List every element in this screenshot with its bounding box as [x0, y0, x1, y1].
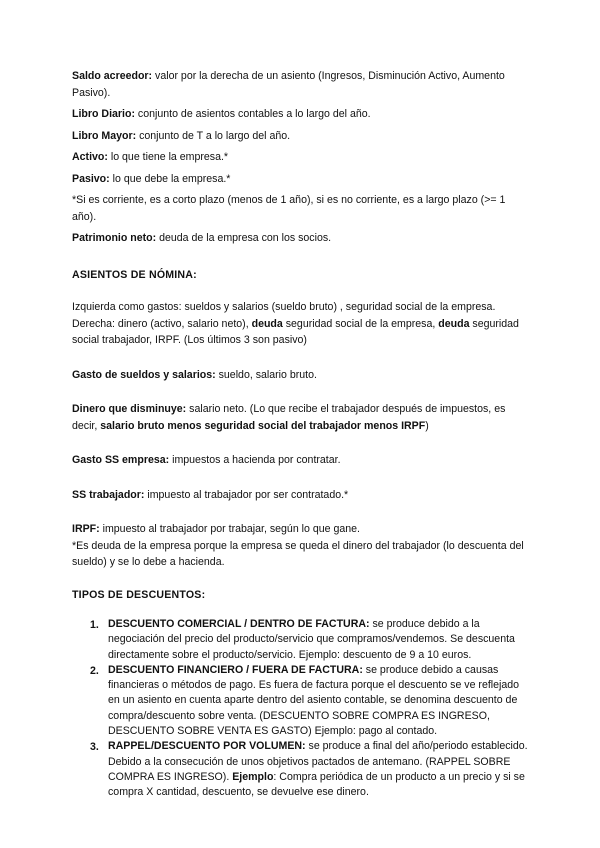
- heading-tipos-descuentos: TIPOS DE DESCUENTOS:: [72, 588, 206, 601]
- def-libro-diario: [72, 106, 530, 123]
- def-text: lo que debe la empresa.*: [109, 172, 231, 185]
- def-ss-trabajador: [72, 487, 530, 504]
- item-text: se produce debido a causas financieras o métodos de pago. Es fuera de factura porque el descuento se ve reflejado en un asiento en cuenta aparte dentro del asiento contable, se denomina descuento de compra/descuento sobre venta. (DESCUENTO SOBRE COMPRA ES INGRESO, DESCUENTO SOBRE VENTA ES GASTO) Ejemplo: pago al contado.: [108, 663, 520, 738]
- def-text: sueldo, salario bruto.: [215, 368, 317, 381]
- def-text: deuda de la empresa con los socios.: [156, 232, 332, 244]
- def-term: Libro Diario:: [72, 108, 135, 120]
- item-bold: Ejemplo: [232, 770, 274, 783]
- item-term: DESCUENTO FINANCIERO / FUERA DE FACTURA:: [108, 663, 363, 676]
- list-item: [90, 663, 530, 739]
- def-text: conjunto de asientos contables a lo largo del año.: [134, 108, 371, 120]
- nomina-intro-2b: deuda: [251, 317, 283, 330]
- nomina-intro-2a: Derecha: dinero (activo, salario neto),: [72, 317, 252, 330]
- heading-asientos-nomina: ASIENTOS DE NÓMINA:: [72, 268, 197, 281]
- def-term: Libro Mayor:: [72, 129, 137, 142]
- nomina-intro-2c: seguridad social de la empresa,: [282, 317, 439, 330]
- item-term: DESCUENTO COMERCIAL / DENTRO DE FACTURA:: [108, 618, 370, 630]
- def-text: conjunto de T a lo largo del año.: [136, 129, 291, 142]
- def-text: lo que tiene la empresa.*: [107, 151, 229, 163]
- def-term: Activo:: [72, 151, 108, 163]
- nomina-intro-line1: Izquierda como gastos: sueldos y salarios (sueldo bruto) , seguridad social de la empresa.: [72, 301, 496, 313]
- nomina-intro-2d: deuda: [438, 317, 470, 330]
- def-text: salario neto. (Lo que recibe el trabajador después de impuestos, es decir,: [72, 403, 506, 432]
- def-activo: [72, 149, 530, 166]
- def-irpf: [72, 521, 530, 538]
- def-saldo-acreedor: [72, 68, 530, 101]
- def-patrimonio-neto: [72, 230, 530, 247]
- def-dinero-disminuye: [72, 401, 530, 434]
- def-term: SS trabajador:: [72, 488, 145, 501]
- def-tail: ): [425, 419, 429, 432]
- def-gasto-sueldos: [72, 367, 530, 384]
- list-item: [90, 617, 530, 663]
- def-term: Saldo acreedor:: [72, 70, 153, 82]
- nomina-intro-2e: seguridad social trabajador, IRPF. (Los últimos 3 son pasivo): [72, 317, 519, 346]
- item-text: se produce a final del año/periodo establecido. Debido a la consecución de unos objetivos pactados de antemano. (RAPPEL SOBRE COMPRA ES INGRESO).: [108, 740, 528, 783]
- item-tail: : Compra periódica de un producto a un precio y si se compra X cantidad, descuento, se devuelve ese dinero.: [108, 770, 525, 799]
- footnote-deuda: *Es deuda de la empresa porque la empresa se queda el dinero del trabajador (lo descuenta del sueldo) y se lo debe a hacienda.: [72, 539, 524, 568]
- def-libro-mayor: [72, 128, 530, 145]
- list-number: 2.: [90, 664, 99, 677]
- def-pasivo: [72, 171, 530, 188]
- footnote-plazo: *Si es corriente, es a corto plazo (menos de 1 año), si es no corriente, es a largo plazo (>= 1 año).: [72, 194, 506, 223]
- def-text: impuesto al trabajador por ser contratado.*: [144, 488, 349, 501]
- list-number: 3.: [90, 741, 99, 754]
- def-term: Patrimonio neto:: [72, 232, 157, 244]
- def-text: impuestos a hacienda por contratar.: [169, 454, 341, 466]
- def-term: Pasivo:: [72, 172, 110, 185]
- item-text: se produce debido a la negociación del precio del producto/servicio que compramos/vendemos. Se descuenta directamente sobre el producto/servicio. Ejemplo: descuento de 9 a 10 euros.: [108, 618, 515, 661]
- def-term: IRPF:: [72, 523, 100, 535]
- list-item: [90, 739, 530, 800]
- def-text: impuesto al trabajador por trabajar, según lo que gane.: [99, 523, 360, 535]
- nomina-intro: [72, 299, 530, 349]
- def-text: valor por la derecha de un asiento (Ingresos, Disminución Activo, Aumento Pasivo).: [72, 70, 505, 99]
- def-term: Gasto SS empresa:: [72, 454, 170, 466]
- descuentos-list: [72, 617, 530, 801]
- def-term: Gasto de sueldos y salarios:: [72, 368, 216, 381]
- def-term: Dinero que disminuye:: [72, 403, 187, 415]
- item-term: RAPPEL/DESCUENTO POR VOLUMEN:: [108, 740, 306, 753]
- def-bold: salario bruto menos seguridad social del trabajador menos IRPF: [100, 419, 426, 432]
- def-gasto-ss-empresa: [72, 452, 530, 469]
- list-number: 1.: [90, 619, 99, 631]
